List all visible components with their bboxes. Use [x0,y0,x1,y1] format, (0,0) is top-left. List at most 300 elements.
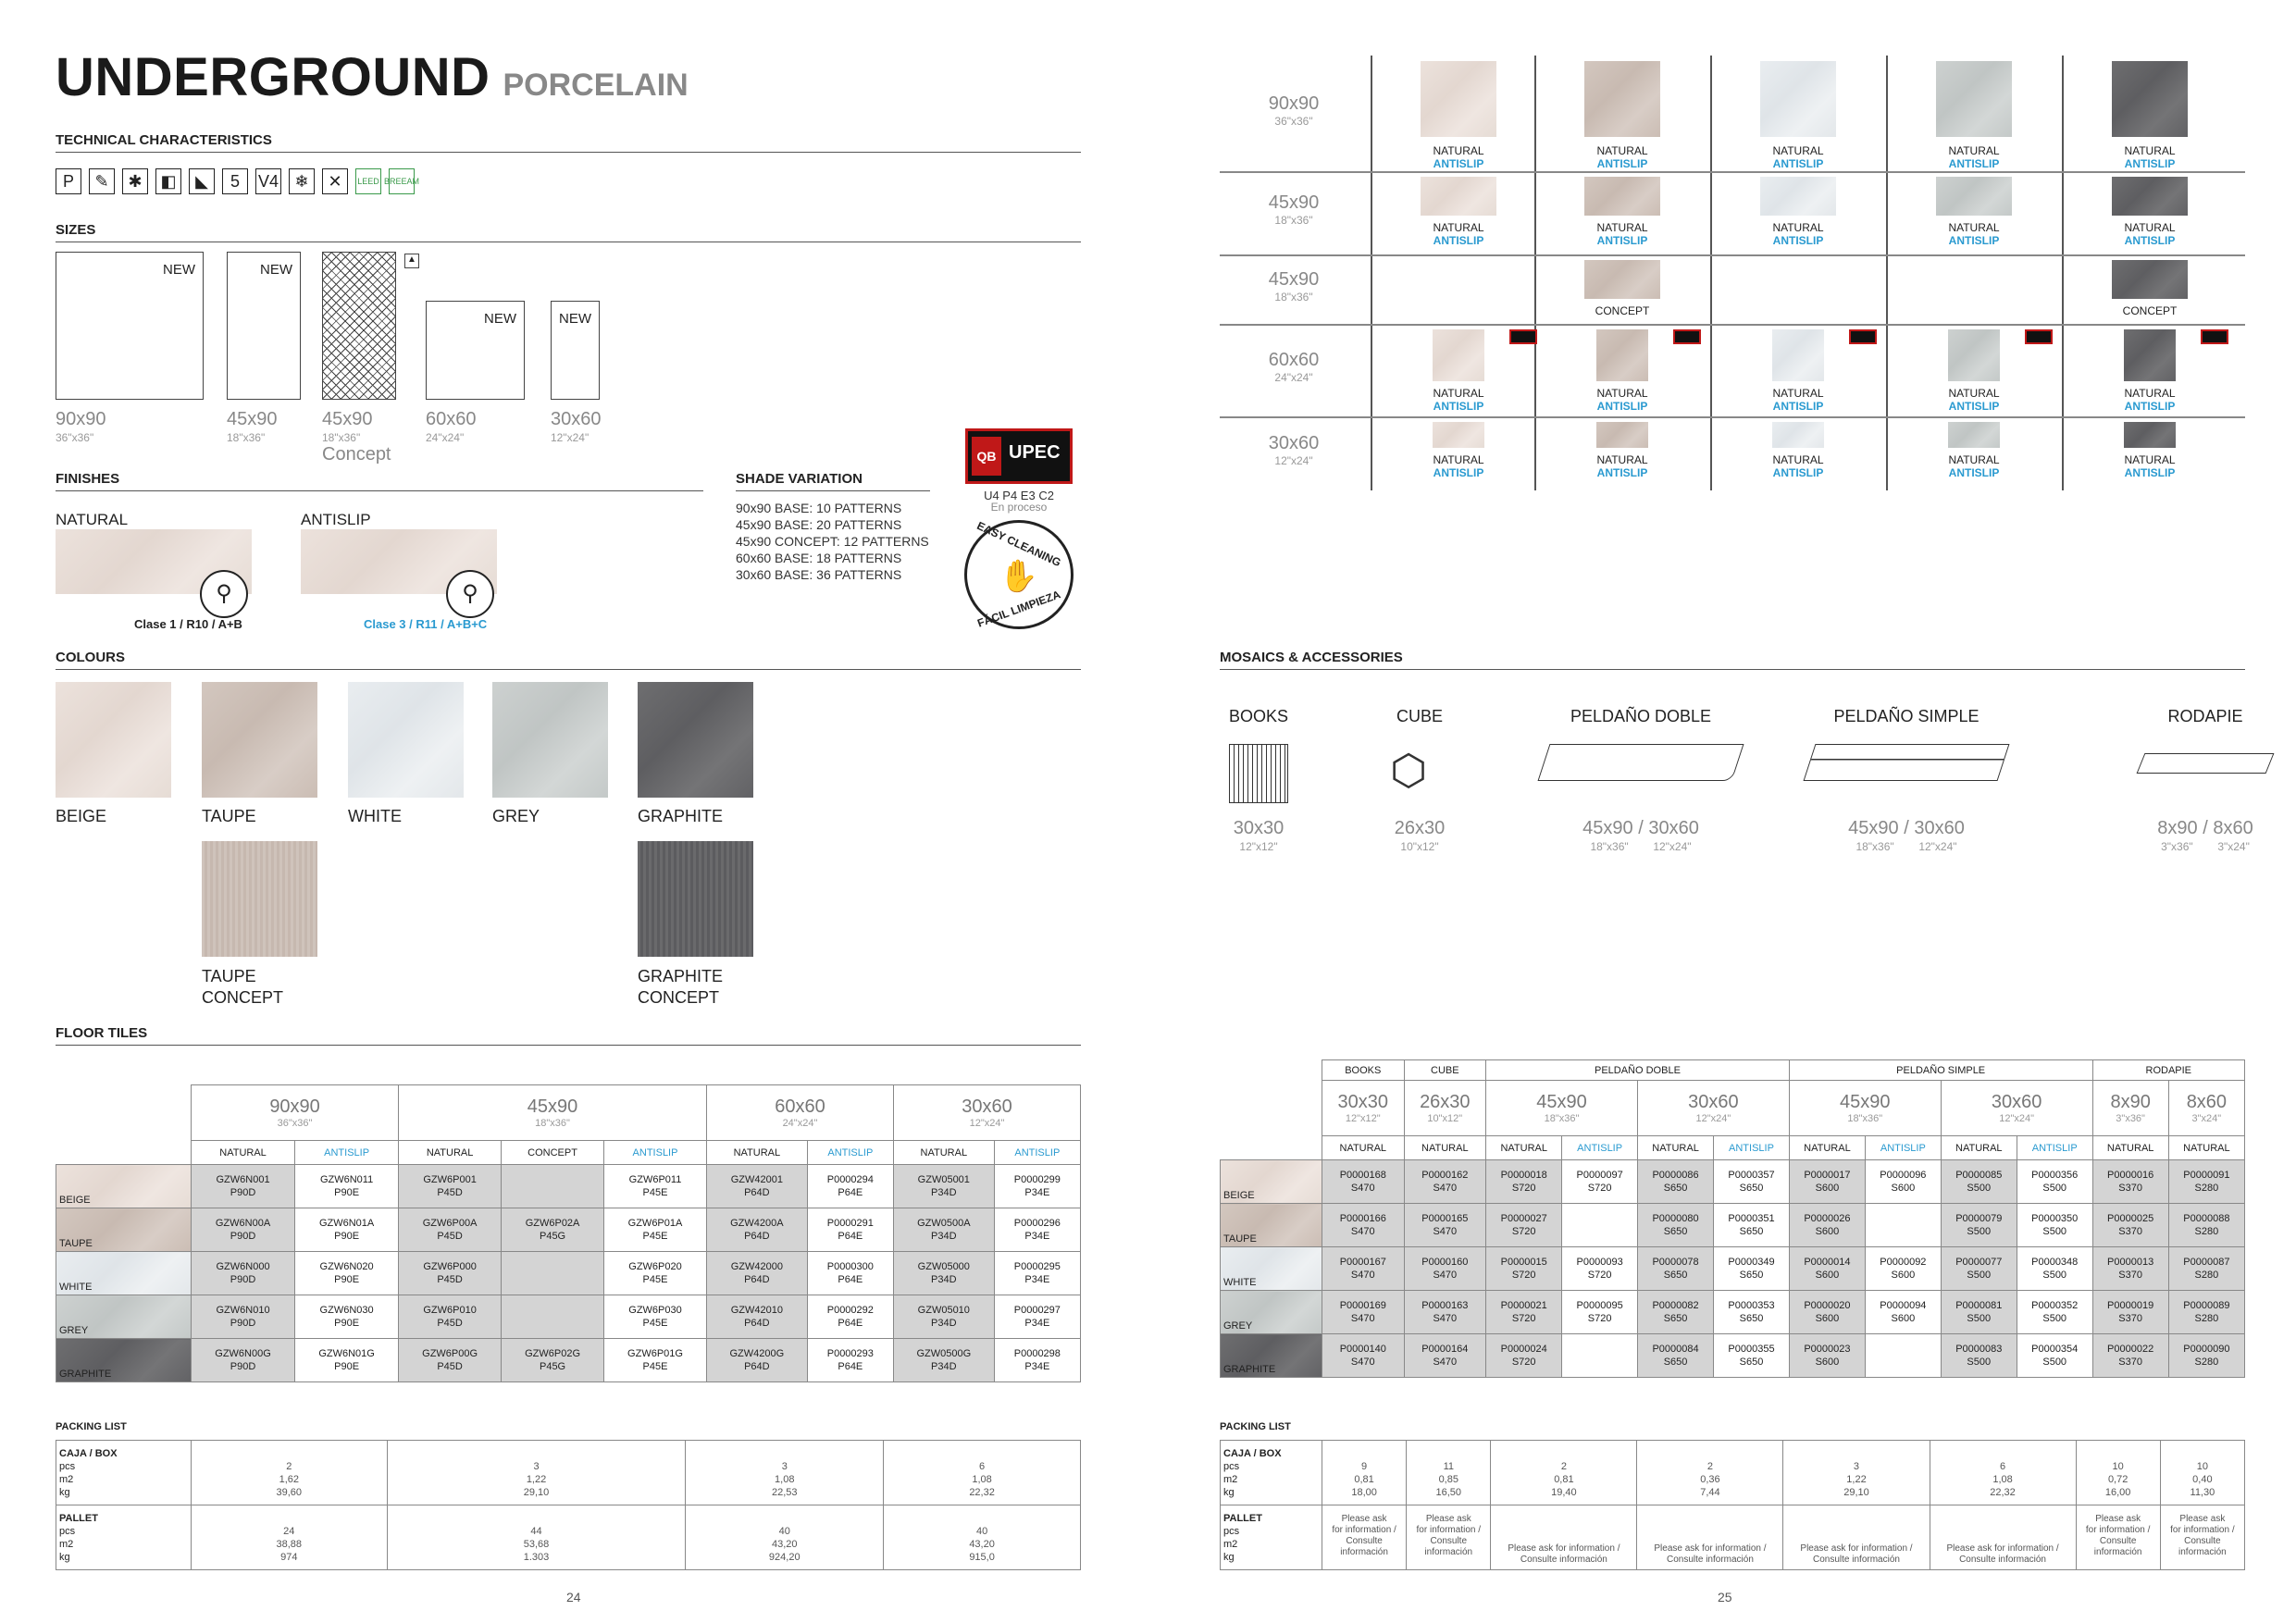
cell-text: P90E [334,1274,360,1285]
finish-antislip-label: ANTISLIP [301,511,371,528]
product-code-cell [807,1252,893,1295]
cell-text: 0,40 [2192,1473,2213,1485]
cell-text: P45E [642,1231,668,1242]
cell-text: información [1424,1546,1473,1557]
cell-text: 2 [286,1460,292,1472]
section-floor-tiles: FLOOR TILES [56,1025,1081,1046]
product-code-cell [1404,1160,1486,1204]
cell-text: P0000018 [1500,1170,1547,1181]
box-values [387,1441,686,1505]
product-code-cell [192,1165,295,1208]
product-code-cell [2168,1204,2244,1247]
product-code-cell [1637,1247,1713,1291]
cell-text: 0,36 [1700,1473,1720,1485]
cell-text: S600 [1815,1270,1840,1281]
cell-text: S370 [2118,1270,2142,1281]
acc-finish-header: ANTISLIP [2017,1136,2092,1160]
pallet-ask [2076,1505,2160,1570]
cell-text: P0000097 [1576,1170,1623,1181]
page-number: 25 [1718,1590,1732,1604]
grid-finish-label: CONCEPT [2122,304,2178,317]
product-code-cell [706,1208,807,1252]
product-code-cell [1714,1291,1790,1334]
cell-text: 36"x36" [277,1118,313,1129]
product-code-cell [502,1295,604,1339]
cell-text: 53,68 [523,1538,550,1550]
grid-finish-label: NATURAL ANTISLIP [1433,453,1484,479]
table-row [1221,1505,2245,1570]
accessory-drawing-icon [1194,744,1323,803]
cell-text: CAJA / BOX [1223,1447,1282,1459]
cell-text: P45D [437,1274,463,1285]
packing-table-left [56,1440,1081,1570]
grid-swatch-graphite [2124,329,2176,381]
cell-text: 0,81 [1354,1473,1374,1485]
cell-text: 45x90 [527,1096,578,1117]
cell-text: GZW6P030 [628,1305,682,1316]
colour-swatch-white [348,682,464,798]
cell-text: P64D [744,1361,770,1372]
pallet-ask [2160,1505,2244,1570]
product-code-cell [604,1208,707,1252]
tech-v4-icon: V4 [255,168,281,194]
table-cell [1221,1060,1322,1160]
product-code-cell [994,1339,1080,1382]
grid-divider [1710,56,1712,490]
product-code-cell [1789,1204,1865,1247]
section-shade: SHADE VARIATION [736,471,930,491]
cell-text: P0000300 [826,1261,874,1272]
product-code-cell [893,1208,994,1252]
shade-item: 90x90 BASE: 10 PATTERNS [736,501,902,515]
product-code-cell [893,1295,994,1339]
cell-text: 11,30 [2190,1486,2215,1498]
upec-logo [965,428,1073,484]
table-row [56,1085,1081,1141]
grid-swatch-taupe [1584,260,1660,299]
acc-finish-header: ANTISLIP [1866,1136,1942,1160]
product-code-cell [1789,1160,1865,1204]
cell-text: P64D [744,1318,770,1329]
section-colours: COLOURS [56,650,1081,670]
cell-text: Consulte información [1959,1555,2046,1565]
cell-text: S500 [1967,1226,1992,1237]
box-values [1930,1441,2076,1505]
grid-finish-label: NATURAL ANTISLIP [1948,453,2000,479]
cell-text: S500 [1967,1183,1992,1194]
cell-text: P0000167 [1339,1257,1386,1268]
cell-text: S500 [2042,1226,2067,1237]
box-values [191,1441,387,1505]
pallet-ask [1783,1505,1930,1570]
product-code-cell [1562,1247,1638,1291]
shade-item: 45x90 BASE: 20 PATTERNS [736,517,902,532]
cell-text: P0000299 [1013,1174,1061,1185]
cell-text: P0000162 [1421,1170,1469,1181]
cell-text: S720 [1511,1183,1536,1194]
product-code-cell [994,1208,1080,1252]
grid-swatch-taupe [1584,61,1660,137]
colour-name: WHITE [348,807,402,825]
product-code-cell [893,1339,994,1382]
grid-finish-label: NATURAL ANTISLIP [1948,221,2000,247]
product-code-cell [1866,1247,1942,1291]
cell-text: Please ask for information / [1654,1543,1767,1554]
acc-size-header [1404,1081,1486,1136]
product-code-cell [1714,1247,1790,1291]
cell-text: 1,62 [279,1473,299,1485]
cell-text: 1,08 [775,1473,795,1485]
cell-text: GZW0500G [916,1348,972,1359]
finish-header: ANTISLIP [295,1141,399,1165]
shade-item: 45x90 CONCEPT: 12 PATTERNS [736,534,929,549]
cell-text: P34D [931,1361,957,1372]
upec-mini-icon [1849,329,1877,344]
product-code-cell [1486,1334,1562,1378]
product-code-cell [1562,1291,1638,1334]
product-code-cell [1714,1334,1790,1378]
product-code-cell [502,1339,604,1382]
cell-text: P0000350 [2031,1213,2079,1224]
cell-text: 22,32 [969,1486,995,1498]
accessory-size: 45x90 / 30x60 [1582,818,1699,838]
cell-text: 44 [530,1525,542,1537]
colour-swatch-beige [56,682,171,798]
cell-text: Please ask [2179,1513,2226,1524]
cell-text: S600 [1815,1183,1840,1194]
cell-text: P45G [539,1361,566,1372]
cell-text: P45D [437,1361,463,1372]
table-row [56,1165,1081,1208]
acc-finish-header: NATURAL [1941,1136,2017,1160]
grid-swatch-beige [1421,177,1496,216]
cell-text: 16,00 [2104,1486,2131,1498]
table-row [56,1441,1081,1505]
box-values [1783,1441,1930,1505]
cell-text: 18,00 [1351,1486,1377,1498]
cell-text: S650 [1739,1270,1764,1281]
size-label: 45x90 [322,409,373,429]
cell-text: S650 [1739,1357,1764,1368]
box-values [1322,1441,1407,1505]
product-code-cell [2017,1291,2092,1334]
cell-text: S370 [2118,1313,2142,1324]
qb-mark: QB [972,437,1001,476]
grid-swatch-white [1772,422,1824,448]
cell-text: P0000089 [2183,1300,2230,1311]
grid-swatch-grey [1936,61,2012,137]
product-grid [1220,56,2245,490]
page-number: 24 [566,1590,581,1604]
grid-finish-label: CONCEPT [1595,304,1650,317]
cell-text: S650 [1739,1313,1764,1324]
cell-text: 30x60 [1688,1092,1739,1112]
product-code-cell [1789,1334,1865,1378]
upec-status: En proceso [990,501,1048,514]
packing-title-right: PACKING LIST [1220,1421,1291,1432]
cell-text: 45x90 [1839,1092,1891,1112]
cell-text: P0000160 [1421,1257,1469,1268]
cell-text: P0000087 [2183,1257,2230,1268]
product-code-cell [1714,1160,1790,1204]
cell-text: 10"x12" [1427,1113,1463,1124]
cell-text: 60x60 [775,1096,825,1117]
product-code-cell [994,1295,1080,1339]
concept-icon: ▲ [404,254,419,268]
grid-row-size: 90x90 36"x36" [1268,93,1320,128]
accessory-name: PELDAÑO SIMPLE [1833,707,1980,725]
product-code-cell [1486,1291,1562,1334]
cell-text: 1,08 [972,1473,992,1485]
cell-text: 0,85 [1438,1473,1458,1485]
colour-swatch-graphite-concept [638,841,753,957]
cell-text: P0000294 [826,1174,874,1185]
cell-text: S720 [1511,1357,1536,1368]
cell-text: 1,22 [526,1473,547,1485]
table-row [56,1141,1081,1165]
colour-swatch-grey [492,682,608,798]
grid-finish-label: NATURAL ANTISLIP [1948,144,2000,170]
grid-swatch-taupe [1596,422,1648,448]
table-row [1221,1160,2245,1204]
accessories-row [1220,694,2253,870]
acc-group-header: PELDAÑO DOBLE [1486,1060,1790,1081]
product-code-cell [399,1252,502,1295]
cell-text: m2 [59,1473,74,1485]
finish-natural-label: NATURAL [56,511,129,528]
cell-text: GZW6P020 [628,1261,682,1272]
size-label: 90x90 [56,409,106,429]
cell-text: GZW0500A [917,1218,971,1229]
colour-name-concept: GRAPHITE CONCEPT [638,967,724,1007]
cell-text: P0000027 [1500,1213,1547,1224]
accessories-table [1220,1059,2245,1378]
product-code-cell [502,1252,604,1295]
cell-text: S720 [1587,1313,1612,1324]
product-code-cell [706,1165,807,1208]
cell-text: Consulte [1346,1535,1383,1546]
accessory-inches: 18"x36" 12"x24" [1590,840,1692,853]
product-code-cell [192,1208,295,1252]
cell-text: P0000088 [2183,1213,2230,1224]
cell-text: 3 [1853,1460,1860,1472]
cell-text: P64E [838,1274,863,1285]
cell-text: P64E [838,1231,863,1242]
product-code-cell [2017,1160,2092,1204]
acc-group-header: BOOKS [1322,1060,1405,1081]
grid-finish-label: NATURAL ANTISLIP [2124,144,2176,170]
finish-header: NATURAL [192,1141,295,1165]
grid-finish-label: NATURAL ANTISLIP [1433,144,1484,170]
easy-cleaning-badge [964,520,1074,629]
cell-text: P90E [334,1187,360,1198]
table-row [1221,1247,2245,1291]
cell-text: 1,22 [1846,1473,1867,1485]
cell-text: S720 [1587,1270,1612,1281]
cell-text: P0000024 [1500,1344,1547,1355]
finish-antislip-class: Clase 3 / R11 / A+B+C [364,617,488,631]
cell-text: GZW6N01A [318,1218,375,1229]
cell-text: S720 [1587,1183,1612,1194]
grid-finish-label: NATURAL ANTISLIP [2124,387,2176,413]
cell-text: P0000357 [1728,1170,1775,1181]
accessory-drawing-icon [1786,744,2027,781]
cell-text: for information / [2085,1524,2151,1535]
cell-text: S470 [1350,1313,1375,1324]
product-code-cell [1714,1204,1790,1247]
product-code-cell [1562,1204,1638,1247]
accessory-size: 26x30 [1394,818,1446,838]
cell-text: GZW6P02A [525,1218,580,1229]
pallet-ask [1322,1505,1407,1570]
pallet-values [884,1505,1081,1570]
cell-text: 6 [1999,1460,2006,1472]
shade-item: 60x60 BASE: 18 PATTERNS [736,551,902,565]
table-row [56,1208,1081,1252]
acc-size-header [1941,1081,2092,1136]
cell-text: kg [59,1551,70,1563]
grid-swatch-white [1772,329,1824,381]
cell-text: P0000353 [1728,1300,1775,1311]
product-code-cell [1322,1247,1405,1291]
cell-text: 7,44 [1700,1486,1720,1498]
cell-text: 924,20 [768,1551,800,1563]
pallet-ask [1637,1505,1783,1570]
product-code-cell [1789,1247,1865,1291]
product-code-cell [502,1208,604,1252]
cell-text: P90D [230,1318,256,1329]
cell-text: P0000021 [1500,1300,1547,1311]
size-box-60x60: NEW [426,301,525,400]
box-values [2160,1441,2244,1505]
cell-text: S500 [1967,1313,1992,1324]
cell-text: Please ask [1425,1513,1471,1524]
cell-text: pcs [59,1460,76,1472]
product-code-cell [1789,1291,1865,1334]
cell-text: GZW6N011 [319,1174,374,1185]
grid-finish-label: NATURAL ANTISLIP [2124,453,2176,479]
title-sub: PORCELAIN [503,68,689,103]
pallet-ask [1930,1505,2076,1570]
grid-finish-label: NATURAL ANTISLIP [1596,453,1648,479]
cell-text: P64E [838,1318,863,1329]
finish-header: CONCEPT [502,1141,604,1165]
acc-group-header: RODAPIE [2092,1060,2244,1081]
acc-finish-header: NATURAL [1789,1136,1865,1160]
section-finishes: FINISHES [56,471,703,491]
acc-finish-header: NATURAL [1637,1136,1713,1160]
cell-text: 6 [979,1460,986,1472]
colour-name: GRAPHITE [638,807,724,825]
cell-text: kg [1223,1551,1235,1563]
cell-text: P0000291 [826,1218,874,1229]
product-code-cell [1322,1291,1405,1334]
cell-text: P0000014 [1804,1257,1851,1268]
colour-name: TAUPE [202,807,256,825]
accessory-drawing-icon [1520,744,1761,781]
cell-text: GZW42010 [730,1305,783,1316]
cell-text: P0000349 [1728,1257,1775,1268]
cell-text: S280 [2194,1357,2219,1368]
acc-size-header [1322,1081,1405,1136]
cell-text: 30x30 [1337,1092,1389,1112]
cell-text: S500 [2042,1357,2067,1368]
cell-text: P0000090 [2183,1344,2230,1355]
table-row [56,1295,1081,1339]
box-values [1407,1441,1491,1505]
cell-text: m2 [1223,1473,1238,1485]
cell-text: S600 [1815,1313,1840,1324]
upec-mini-icon [2025,329,2053,344]
cell-text: GZW05001 [917,1174,970,1185]
cell-text: 30x60 [962,1096,1012,1117]
cell-text: 39,60 [276,1486,303,1498]
cell-text: S280 [2194,1313,2219,1324]
size-inches: 36"x36" [56,431,94,444]
cell-text: P45G [539,1231,566,1242]
product-code-cell [706,1339,807,1382]
cell-text: P0000168 [1339,1170,1386,1181]
grid-swatch-white [1760,177,1836,216]
upec-mini-icon [2201,329,2228,344]
cell-text: P0000354 [2031,1344,2079,1355]
cell-text: S500 [1967,1357,1992,1368]
grid-divider [1886,56,1888,490]
tech-leed-icon: LEED [355,168,381,194]
cell-text: P0000086 [1652,1170,1699,1181]
cell-text: información [1340,1546,1388,1557]
product-code-cell [807,1165,893,1208]
accessory-drawing-icon: ⬡ [1390,746,1428,794]
size-header [706,1085,893,1141]
packing-table-right [1220,1440,2245,1570]
cell-text: S650 [1663,1183,1688,1194]
cell-text: S650 [1663,1226,1688,1237]
cell-text: P34E [1024,1361,1050,1372]
box-values [1637,1441,1783,1505]
cell-text: for information / [1416,1524,1482,1535]
cell-text: 26x30 [1420,1092,1471,1112]
grid-swatch-beige [1433,422,1484,448]
cell-text: P34D [931,1187,957,1198]
table-row [56,1339,1081,1382]
product-code-cell [1322,1160,1405,1204]
cell-text: GZW6P01A [627,1218,683,1229]
row-colour: GREY [56,1295,192,1339]
product-code-cell [604,1165,707,1208]
box-label [1221,1441,1322,1505]
product-code-cell [893,1252,994,1295]
cell-text: P0000297 [1013,1305,1061,1316]
cell-text: P0000023 [1804,1344,1851,1355]
box-values [1491,1441,1637,1505]
grid-finish-label: NATURAL ANTISLIP [1772,453,1824,479]
product-code-cell [2017,1204,2092,1247]
cell-text: P0000083 [1955,1344,2003,1355]
cell-text: P90D [230,1274,256,1285]
cell-text: 18"x36" [1847,1113,1883,1124]
row-colour: GREY [1221,1291,1322,1334]
grid-divider [1220,171,2245,173]
shade-item: 30x60 BASE: 36 PATTERNS [736,567,902,582]
colour-name: GREY [492,807,540,825]
grid-swatch-graphite [2112,61,2188,137]
product-code-cell [192,1339,295,1382]
product-code-cell [295,1295,399,1339]
finish-header: NATURAL [893,1141,994,1165]
product-code-cell [706,1252,807,1295]
acc-finish-header: NATURAL [1322,1136,1405,1160]
